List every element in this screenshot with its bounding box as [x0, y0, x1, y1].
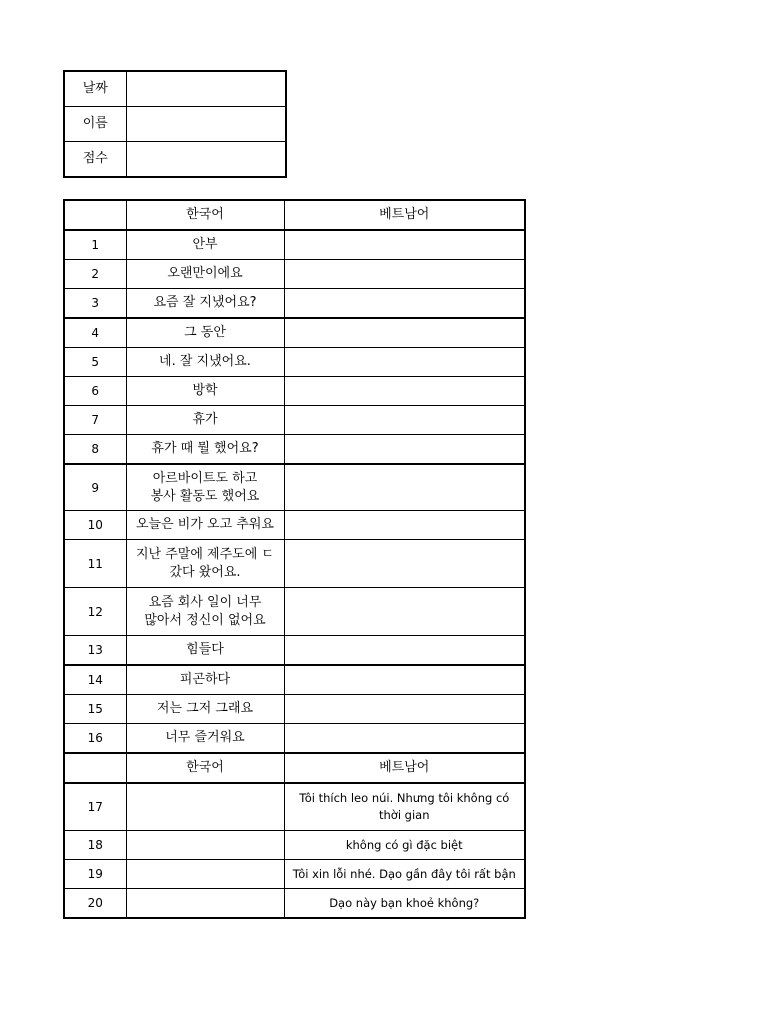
header-vietnamese: 베트남어 [284, 200, 525, 230]
table-row [64, 665, 525, 695]
korean-cell: 휴가 때 뭘 했어요? [126, 435, 284, 465]
header-row [64, 200, 525, 230]
vietnamese-answer-cell[interactable] [284, 377, 525, 406]
korean-cell: 그 동안 [126, 318, 284, 348]
header-num [64, 200, 126, 230]
table-row [64, 406, 525, 435]
korean-line: 요즘 회사 일이 너무 [148, 594, 262, 610]
table-row [64, 318, 525, 348]
vietnamese-answer-cell[interactable] [284, 348, 525, 377]
korean-line: 봉사 활동도 했어요 [150, 488, 260, 504]
vietnamese-cell: không có gì đặc biệt [284, 831, 525, 860]
korean-cell [126, 464, 284, 511]
header-korean: 한국어 [126, 753, 284, 783]
header-vietnamese: 베트남어 [284, 753, 525, 783]
vietnamese-answer-cell[interactable] [284, 665, 525, 695]
row-number: 19 [64, 860, 126, 889]
vietnamese-cell: Tôi xin lỗi nhé. Dạo gần đây tôi rất bận [284, 860, 525, 889]
vietnamese-answer-cell[interactable] [284, 230, 525, 260]
korean-cell: 오랜만이에요 [126, 260, 284, 289]
table-row [64, 230, 525, 260]
table-row [64, 831, 525, 860]
vietnamese-answer-cell[interactable] [284, 435, 525, 465]
name-label: 이름 [64, 107, 126, 142]
korean-cell: 저는 그저 그래요 [126, 695, 284, 724]
vietnamese-answer-cell[interactable] [284, 406, 525, 435]
table-row [64, 889, 525, 919]
korean-answer-cell[interactable] [126, 860, 284, 889]
table-row [64, 724, 525, 754]
row-number: 10 [64, 511, 126, 540]
name-row [64, 107, 286, 142]
header-num [64, 753, 126, 783]
korean-line: 아르바이트도 하고 [152, 470, 258, 486]
vietnamese-answer-cell[interactable] [284, 540, 525, 588]
vietnamese-line: Tôi thích leo núi. Nhưng tôi không có [299, 791, 510, 805]
korean-cell: 요즘 잘 지냈어요? [126, 289, 284, 319]
name-field[interactable] [126, 107, 286, 142]
vietnamese-answer-cell[interactable] [284, 289, 525, 319]
table-row [64, 435, 525, 465]
row-number: 1 [64, 230, 126, 260]
row-number: 18 [64, 831, 126, 860]
korean-cell: 네. 잘 지냈어요. [126, 348, 284, 377]
table-row [64, 695, 525, 724]
score-row [64, 142, 286, 178]
korean-cell: 오늘은 비가 오고 추워요 [126, 511, 284, 540]
date-row [64, 71, 286, 107]
korean-line: 지난 주말에 제주도에 ㄷ [136, 546, 274, 562]
row-number: 6 [64, 377, 126, 406]
table-row [64, 540, 525, 588]
row-number: 3 [64, 289, 126, 319]
row-number: 4 [64, 318, 126, 348]
korean-answer-cell[interactable] [126, 831, 284, 860]
table-row [64, 636, 525, 666]
header-row-2 [64, 753, 525, 783]
korean-cell: 방학 [126, 377, 284, 406]
header-korean: 한국어 [126, 200, 284, 230]
date-field[interactable] [126, 71, 286, 107]
korean-line: 갔다 왔어요. [169, 564, 241, 580]
row-number: 8 [64, 435, 126, 465]
vietnamese-answer-cell[interactable] [284, 695, 525, 724]
vietnamese-cell [284, 783, 525, 831]
table-row [64, 289, 525, 319]
korean-cell: 휴가 [126, 406, 284, 435]
score-label: 점수 [64, 142, 126, 178]
korean-cell [126, 588, 284, 636]
info-table [63, 70, 287, 178]
korean-cell: 너무 즐거워요 [126, 724, 284, 754]
row-number: 9 [64, 464, 126, 511]
vietnamese-answer-cell[interactable] [284, 636, 525, 666]
vietnamese-answer-cell[interactable] [284, 464, 525, 511]
korean-cell: 안부 [126, 230, 284, 260]
table-row [64, 511, 525, 540]
row-number: 2 [64, 260, 126, 289]
table-row [64, 377, 525, 406]
korean-answer-cell[interactable] [126, 889, 284, 919]
table-row [64, 860, 525, 889]
row-number: 13 [64, 636, 126, 666]
table-row [64, 260, 525, 289]
row-number: 12 [64, 588, 126, 636]
row-number: 20 [64, 889, 126, 919]
korean-cell: 힘들다 [126, 636, 284, 666]
table-row [64, 348, 525, 377]
vietnamese-answer-cell[interactable] [284, 511, 525, 540]
table-row [64, 464, 525, 511]
vietnamese-line: thời gian [378, 808, 430, 822]
row-number: 11 [64, 540, 126, 588]
row-number: 15 [64, 695, 126, 724]
korean-cell: 피곤하다 [126, 665, 284, 695]
vietnamese-answer-cell[interactable] [284, 318, 525, 348]
table-row [64, 588, 525, 636]
row-number: 17 [64, 783, 126, 831]
vietnamese-answer-cell[interactable] [284, 588, 525, 636]
vocab-table [63, 199, 526, 919]
korean-answer-cell[interactable] [126, 783, 284, 831]
row-number: 5 [64, 348, 126, 377]
row-number: 16 [64, 724, 126, 754]
korean-line: 많아서 정신이 없어요 [144, 612, 266, 628]
date-label: 날짜 [64, 71, 126, 107]
row-number: 14 [64, 665, 126, 695]
vietnamese-answer-cell[interactable] [284, 260, 525, 289]
vietnamese-answer-cell[interactable] [284, 724, 525, 754]
korean-cell [126, 540, 284, 588]
table-row [64, 783, 525, 831]
score-field[interactable] [126, 142, 286, 178]
row-number: 7 [64, 406, 126, 435]
vietnamese-cell: Dạo này bạn khoẻ không? [284, 889, 525, 919]
